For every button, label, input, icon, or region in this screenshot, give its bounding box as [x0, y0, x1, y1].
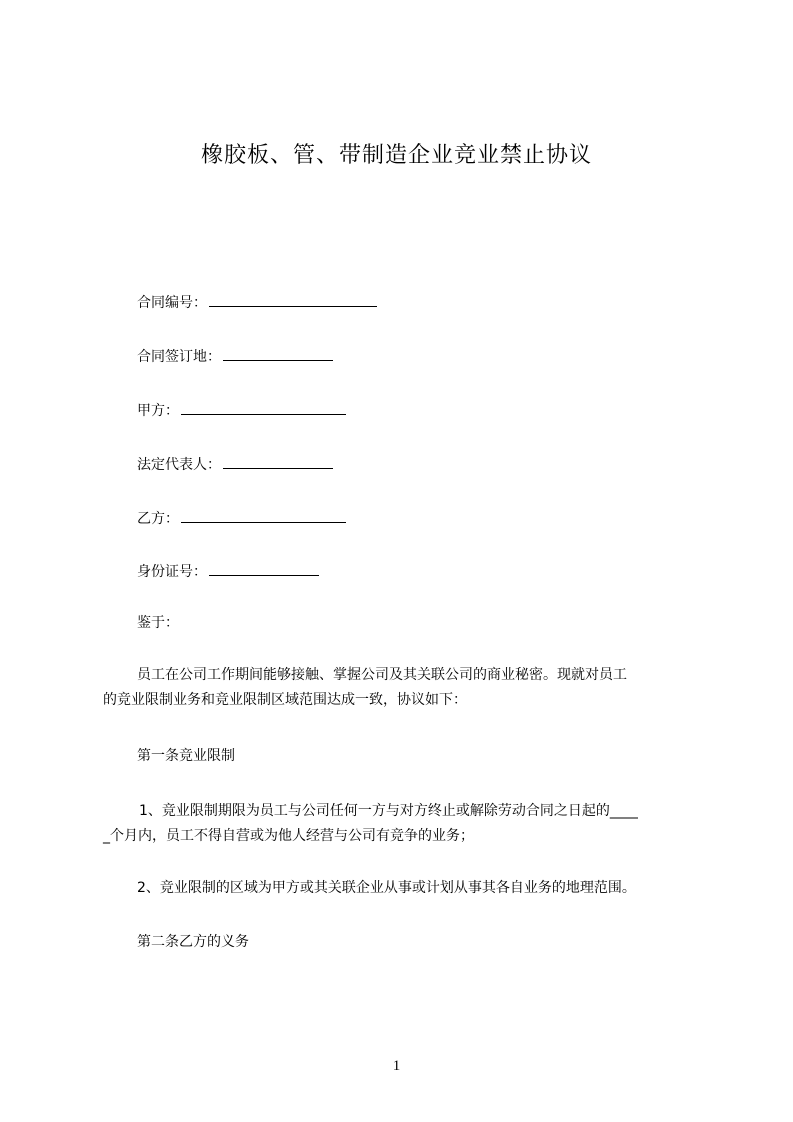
contract-number-blank	[209, 292, 377, 307]
sign-place-field	[137, 346, 333, 367]
legal-rep-field	[137, 454, 333, 475]
article-2-heading: 第二条乙方的义务	[137, 934, 249, 950]
whereas-heading: 鉴于：	[137, 615, 179, 631]
intro-paragraph	[103, 663, 703, 713]
party-b-blank	[181, 508, 346, 523]
party-b-field	[137, 508, 346, 529]
article-1-item-1-line-1: 1、竞业限制期限为员工与公司任何一方与对方终止或解除劳动合同之日起的____	[139, 803, 638, 819]
article-1-item-1	[103, 799, 703, 849]
document-title: 橡胶板、管、带制造企业竞业禁止协议	[200, 143, 592, 168]
party-b-label: 乙方：	[137, 511, 179, 527]
legal-rep-label: 法定代表人：	[137, 457, 221, 473]
page-number: 1	[392, 1058, 401, 1074]
contract-number-label: 合同编号：	[137, 295, 207, 311]
article-1-heading: 第一条竞业限制	[137, 748, 235, 764]
article-1-item-1-line-2: _个月内，员工不得自营或为他人经营与公司有竞争的业务；	[103, 828, 474, 844]
intro-line-1: 员工在公司工作期间能够接触、掌握公司及其关联公司的商业秘密。现就对员工	[137, 667, 627, 683]
id-number-field	[137, 561, 319, 582]
id-number-blank	[209, 561, 319, 576]
id-number-label: 身份证号：	[137, 564, 207, 580]
sign-place-blank	[223, 346, 333, 361]
party-a-label: 甲方：	[137, 403, 179, 419]
intro-line-2: 的竞业限制业务和竞业限制区域范围达成一致，协议如下：	[103, 692, 467, 708]
party-a-blank	[181, 400, 346, 415]
contract-number-field	[137, 292, 377, 313]
article-1-item-2: 2、竞业限制的区域为甲方或其关联企业从事或计划从事其各自业务的地理范围。	[137, 880, 636, 896]
legal-rep-blank	[223, 454, 333, 469]
party-a-field	[137, 400, 346, 421]
sign-place-label: 合同签订地：	[137, 349, 221, 365]
